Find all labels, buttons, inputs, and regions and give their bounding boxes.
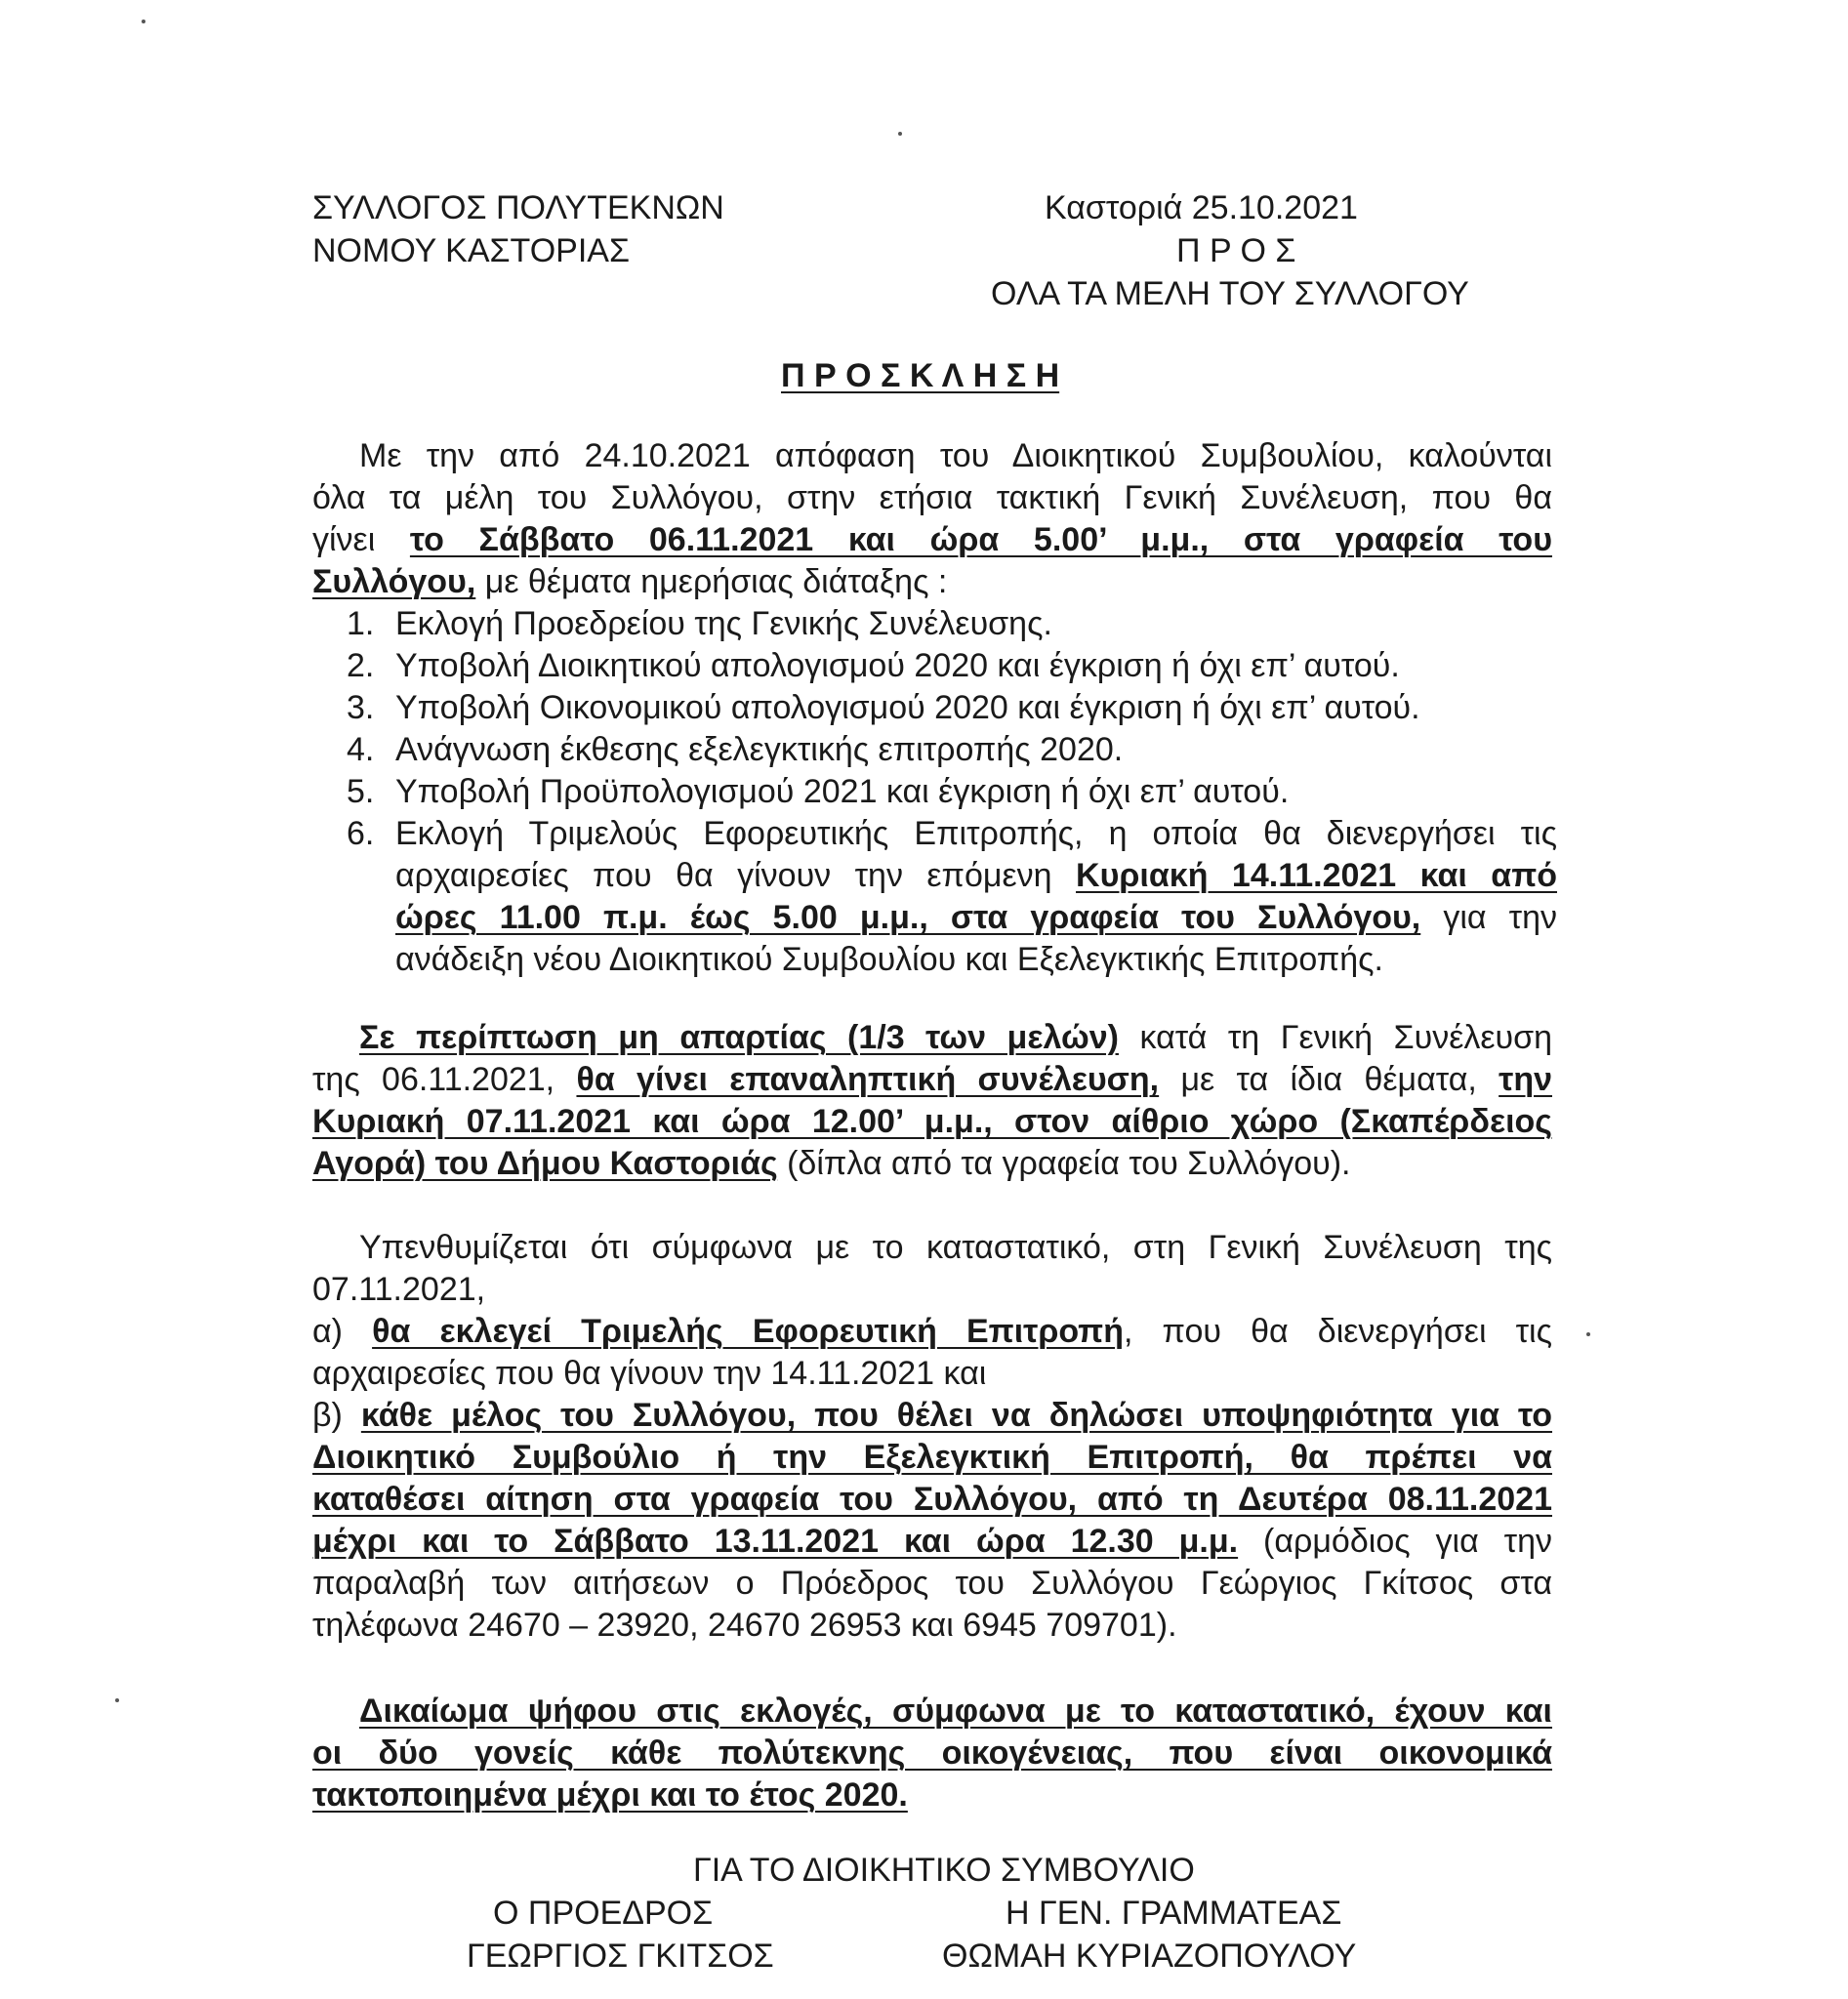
agenda-text: αρχαιρεσίες που θα γίνουν την επόμενη (395, 857, 1077, 894)
voting-highlight: Δικαίωμα ψήφου στις εκλογές, σύμφωνα με το καταστατικό, έχουν και (359, 1693, 1552, 1730)
document-title: Π Ρ Ο Σ Κ Λ Η Σ Η (781, 357, 1060, 394)
quorum-highlight: Σε περίπτωση μη απαρτίας (1/3 των μελών) (359, 1019, 1119, 1056)
scan-speck (115, 1698, 119, 1702)
scan-speck (898, 132, 902, 136)
intro-text: με θέματα ημερήσιας διάταξης : (475, 563, 948, 600)
candidacy-highlight: Διοικητικό Συμβούλιο ή την Εξελεγκτική Επιτροπή, θα πρέπει να (312, 1439, 1552, 1476)
recipients: ΟΛΑ ΤΑ ΜΕΛΗ ΤΟΥ ΣΥΛΛΟΓΟΥ (991, 275, 1469, 312)
candidacy-highlight: καταθέσει αίτηση στα γραφεία του Συλλόγου, από τη Δευτέρα 08.11.2021 (312, 1481, 1552, 1518)
secretary-title: Η ΓΕΝ. ΓΡΑΜΜΑΤΕΑΣ (1006, 1895, 1342, 1932)
intro-line: Με την από 24.10.2021 απόφαση του Διοικητικού Συμβουλίου, καλούνται (359, 437, 1552, 474)
agenda-text: Ανάγνωση έκθεσης εξελεγκτικής επιτροπής 2020. (395, 731, 1124, 768)
secretary-name: ΘΩΜΑΗ ΚΥΡΙΑΖΟΠΟΥΛΟΥ (942, 1938, 1357, 1975)
meeting-date-highlight: το Σάββατο 06.11.2021 και ώρα 5.00’ μ.μ., στα γραφεία του (409, 521, 1552, 558)
agenda-number: 6. (347, 815, 375, 852)
reminder-text: τηλέφωνα 24670 – 23920, 24670 26953 και 6945 709701). (312, 1607, 1177, 1644)
committee-highlight: θα εκλεγεί Τριμελής Εφορευτική Επιτροπή (372, 1313, 1124, 1350)
intro-text: γίνει (312, 521, 410, 558)
voting-highlight: τακτοποιημένα μέχρι και το έτος 2020. (312, 1776, 908, 1814)
agenda-number: 3. (347, 689, 375, 726)
voting-paragraph (312, 1691, 1552, 1816)
agenda-item (347, 687, 1557, 729)
quorum-paragraph (312, 1017, 1552, 1185)
agenda-number: 5. (347, 773, 375, 810)
agenda-number: 4. (347, 731, 375, 768)
intro-line: όλα τα μέλη του Συλλόγου, στην ετήσια τακτική Γενική Συνέλευση, που θα (312, 479, 1552, 516)
scan-speck (142, 20, 145, 23)
agenda-text: Εκλογή Προεδρείου της Γενικής Συνέλευσης. (395, 605, 1052, 642)
meeting-place-highlight: Συλλόγου, (312, 563, 476, 600)
reminder-text: Υπενθυμίζεται ότι σύμφωνα με το καταστατικό, στη Γενική Συνέλευση της (359, 1229, 1552, 1266)
scan-speck (1586, 1332, 1590, 1336)
agenda-text: Υποβολή Προϋπολογισμού 2021 και έγκριση ή όχι επ’ αυτού. (395, 773, 1290, 810)
board-signature-heading: ΓΙΑ ΤΟ ΔΙΟΙΚΗΤΙΚΟ ΣΥΜΒΟΥΛΙΟ (693, 1852, 1195, 1889)
agenda-item (347, 603, 1557, 645)
place-date: Καστοριά 25.10.2021 (1045, 189, 1358, 226)
repeat-date-highlight: την (1499, 1061, 1552, 1098)
repeat-place-highlight: Αγορά) του Δήμου Καστοριάς (312, 1145, 778, 1182)
president-title: Ο ΠΡΟΕΔΡΟΣ (493, 1895, 714, 1932)
agenda-list (347, 603, 1557, 981)
agenda-text: Υποβολή Οικονομικού απολογισμού 2020 και έγκριση ή όχι επ’ αυτού. (395, 689, 1420, 726)
agenda-text: για την (1420, 899, 1557, 936)
election-hours-highlight: ώρες 11.00 π.μ. έως 5.00 μ.μ., στα γραφεία του Συλλόγου, (395, 899, 1421, 936)
quorum-text: με τα ίδια θέματα, (1159, 1061, 1499, 1098)
reminder-text: παραλαβή των αιτήσεων ο Πρόεδρος του Συλλόγου Γεώργιος Γκίτσος στα (312, 1565, 1552, 1602)
agenda-number: 1. (347, 605, 375, 642)
agenda-text: Υποβολή Διοικητικού απολογισμού 2020 και έγκριση ή όχι επ’ αυτού. (395, 647, 1400, 684)
quorum-text: (δίπλα από τα γραφεία του Συλλόγου). (777, 1145, 1351, 1182)
voting-highlight: οι δύο γονείς κάθε πολύτεκνης οικογένειας, που είναι οικονομικά (312, 1734, 1552, 1772)
reminder-text: β) (312, 1397, 361, 1434)
reminder-text: 07.11.2021, (312, 1271, 486, 1308)
agenda-number: 2. (347, 647, 375, 684)
intro-paragraph (312, 435, 1552, 603)
agenda-text: Εκλογή Τριμελούς Εφορευτικής Επιτροπής, η οποία θα διενεργήσει τις (395, 815, 1557, 852)
agenda-item (347, 645, 1557, 687)
reminder-text: (αρμόδιος για την (1238, 1523, 1552, 1560)
president-name: ΓΕΩΡΓΙΟΣ ΓΚΙΤΣΟΣ (467, 1938, 774, 1975)
quorum-text: κατά τη Γενική Συνέλευση (1118, 1019, 1553, 1056)
reminder-text: αρχαιρεσίες που θα γίνουν την 14.11.2021 και (312, 1355, 987, 1392)
agenda-item (347, 729, 1557, 771)
quorum-text: της 06.11.2021, (312, 1061, 577, 1098)
election-date-highlight: Κυριακή 14.11.2021 και από (1076, 857, 1557, 894)
candidacy-highlight: κάθε μέλος του Συλλόγου, που θέλει να δηλώσει υποψηφιότητα για το (360, 1397, 1553, 1434)
repeat-meeting-highlight: θα γίνει επαναληπτική συνέλευση, (576, 1061, 1160, 1098)
agenda-text: ανάδειξη νέου Διοικητικού Συμβουλίου και Εξελεγκτικής Επιτροπής. (395, 941, 1383, 978)
agenda-item (347, 771, 1557, 813)
repeat-date-highlight: Κυριακή 07.11.2021 και ώρα 12.00’ μ.μ., στον αίθριο χώρο (Σκαπέρδειος (312, 1103, 1552, 1140)
reminder-text: , που θα διενεργήσει τις (1124, 1313, 1552, 1350)
candidacy-highlight: μέχρι και το Σάββατο 13.11.2021 και ώρα 12.30 μ.μ. (312, 1523, 1239, 1560)
agenda-item-6 (347, 813, 1557, 981)
reminder-paragraph (312, 1227, 1552, 1647)
reminder-text: α) (312, 1313, 373, 1350)
to-label: Π Ρ Ο Σ (1176, 232, 1296, 269)
sender-name: ΣΥΛΛΟΓΟΣ ΠΟΛΥΤΕΚΝΩΝ (312, 189, 724, 226)
sender-region: ΝΟΜΟΥ ΚΑΣΤΟΡΙΑΣ (312, 232, 630, 269)
